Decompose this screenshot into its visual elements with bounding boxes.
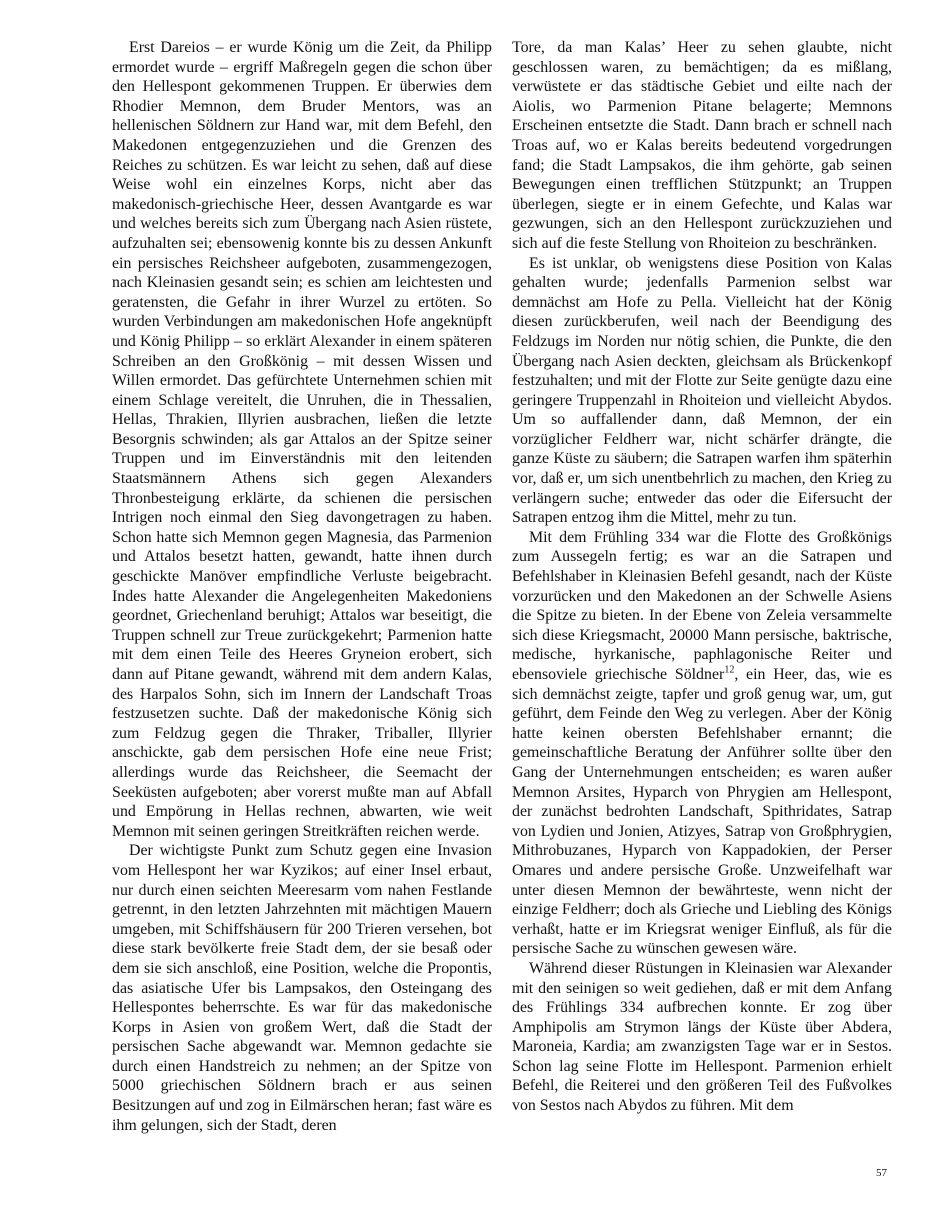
paragraph-alexander: Während dieser Rüstungen in Kleinasien war Alexander mit den seinigen so weit gediehen, daß er mit dem Anfang des Frühlings 334 aufbrechen konnte. Er zog über Amphipolis am Strymon längs der Küste über Abdera, Maroneia, Kardia; am zwanzigsten Tage war er in Sestos. Schon lag seine Flotte im Hellespont. Parmenion erhielt Befehl, die Reiterei und den größeren Teil des Fußvolkes von Sestos nach Abydos zu führen. Mit dem [512,959,892,1115]
paragraph-continuation: Tore, da man Kalas’ Heer zu sehen glaubte, nicht geschlossen waren, zu bemächtigen; da es mißlang, verwüstete er das städtische Gebiet und eilte nach der Aiolis, wo Parmenion Pitane belagerte; Memnons Erscheinen entsetzte die Stadt. Dann brach er schnell nach Troas auf, wo er Kalas bereits bedeutend vorgedrungen fand; die Stadt Lampsakos, die ihm gehörte, gab seinen Bewegungen einen trefflichen Stützpunkt; an Truppen überlegen, siegte er in einem Gefechte, und Kalas war gezwungen, sich an den Hellespont zurückzuziehen und sich auf die feste Stellung von Rhoiteion zu beschränken. [512,39,892,252]
page-number: 57 [876,1167,887,1179]
paragraph-fruehling [512,528,892,959]
paragraph-dareios: Erst Dareios – er wurde König um die Zeit, da Philipp ermordet wurde – ergriff Maßregeln gegen die schon über den Hellespont gekommenen Truppen. Er überwies dem Rhodier Memnon, dem Bruder Mentors, was an hellenischen Söldnern zur Hand war, mit dem Befehl, den Makedonen entgegenzuziehen und die Grenzen des Reiches zu schützen. Es war leicht zu sehen, daß auf diese Weise wohl ein einzelnes Korps, nicht aber das makedonisch-griechische Heer, dessen Avantgarde es war und welches bereits sich zum Übergang nach Asien rüstete, aufzuhalten sei; ebensowenig konnte bis zu dessen Ankunft ein persisches Reichsheer aufgeboten, zusammengezogen, nach Kleinasien gesandt sein; es schien am leichtesten und geratensten, die Gefahr in ihrer Wurzel zu ertöten. So wurden Verbindungen am makedonischen Hofe angeknüpft und König Philipp – so erklärt Alexander in einem späteren Schreiben an den Großkönig – mit dessen Wissen und Willen ermordet. Das gefürchtete Unternehmen schien mit einem Schlage vereitelt, die Unruhen, die in Thessalien, Hellas, Thrakien, Illyrien ausbrachen, ließen die letzte Besorgnis schwinden; als gar Attalos an der Spitze seiner Truppen und im Einverständnis mit den leitenden Staatsmännern Athens sich gegen Alexanders Thronbesteigung erklärte, da schienen die persischen Intrigen noch einmal den Sieg davongetragen zu haben. Schon hatte sich Memnon gegen Magnesia, das Parmenion und Attalos besetzt hatten, gewandt, hatte ihnen durch geschickte Manöver empfindliche Verluste beigebracht. Indes hatte Alexander die Angelegenheiten Makedoniens geordnet, Griechenland beruhigt; Attalos war beseitigt, die Truppen schnell zur Treue zurückgekehrt; Parmenion hatte mit dem einen Teile des Heeres Gryneion erobert, sich dann auf Pitane gewandt, während mit dem andern Kalas, des Harpalos Sohn, sich im Innern der Landschaft Troas festzusetzen suchte. Daß der makedonische König sich zum Feldzug gegen die Thraker, Triballer, Illyrier anschickte, gab dem persischen Hofe eine neue Frist; allerdings wurde das Reichsheer, die Seemacht der Seeküsten aufgeboten; aber vorerst mußte man auf Abfall und Empörung in Hellas rechnen, abwarten, wie weit Memnon mit seinen geringen Streitkräften reichen werde. [112,39,492,840]
paragraph-kyzikos: Der wichtigste Punkt zum Schutz gegen eine Invasion vom Hellespont her war Kyzikos; auf einer Insel erbaut, nur durch einen seichten Meeresarm vom nahen Festlande getrennt, in den letzten Jahrzehnten mit mächtigen Mauern umgeben, mit Schiffshäusern für 200 Trieren versehen, bot diese stark bevölkerte freie Stadt dem, der sie besaß oder dem sie sich anschloß, eine Position, welche die Propontis, das asiatische Ufer bis Lampsakos, den Osteingang des Hellespontes beherrschte. Es war für das makedonische Korps in Asien von großem Wert, daß die Stadt der persischen Sache abgewandt war. Memnon gedachte sie durch einen Handstreich zu nehmen; an der Spitze von 5000 griechischen Söldnern brach er aus seinen Besitzungen auf und zog in Eilmärschen heran; fast wäre es ihm gelungen, sich der Stadt, deren [112,842,492,1134]
paragraph-kalas: Es ist unklar, ob wenigstens diese Position von Kalas gehalten wurde; jedenfalls Parmenion selbst war demnächst am Hofe zu Pella. Vielleicht hat der König diesen zurückberufen, weil nach der Beendigung des Feldzugs im Norden nur nötig schien, die Punkte, die den Übergang nach Asien deckten, gleichsam als Brückenkopf festzuhalten; und mit der Flotte zur Seite genügte dazu eine geringere Truppenzahl in Rhoiteion und vielleicht Abydos. Um so auffallender dann, daß Memnon, der ein vorzüglicher Feldherr war, nicht schärfer drängte, die ganze Küste zu säubern; die Satrapen warfen ihm späterhin vor, daß er, um sich unentbehrlich zu machen, den Krieg zu verlängern suche; entweder das oder die Eifersucht der Satrapen entzog ihm die Mittel, mehr zu tun. [512,254,892,527]
right-column [512,38,892,1116]
paragraph-fruehling-text-a: Mit dem Frühling 334 war die Flotte des Großkönigs zum Aussegeln fertig; es war an die Satrapen und Befehlshaber in Kleinasien Befehl gesandt, nach der Küste vorzurücken und den Makedonen an der Schwelle Asiens die Spitze zu bieten. In der Ebene von Zeleia versammelte sich diese Kriegsmacht, 20000 Mann persische, baktrische, medische, hyrkanische, paphlagonische Reiter und ebensoviele griechische Söldner [512,528,892,683]
left-column [112,38,492,1135]
paragraph-fruehling-text-b: , ein Heer, das, wie es sich demnächst zeigte, tapfer und groß genug war, um, gut geführt, dem Feinde den Weg zu verlegen. Aber der König hatte keinen obersten Befehlshaber ernannt; die gemeinschaftliche Beratung der Anführer sollte über den Gang der Unternehmungen entscheiden; es waren außer Memnon Arsites, Hyparch von Phrygien am Hellespont, der zunächst bedrohten Landschaft, Spithridates, Satrap von Lydien und Jonien, Atizyes, Satrap von Großphrygien, Mithrobuzanes, Hyparch von Kappadokien, der Perser Omares und andere persische Große. Unzweifelhaft war unter diesen Memnon der bewährteste, wenn nicht der einzige Feldherr; doch als Grieche und Liebling des Königs verhaßt, hatte er im Kriegsrat weniger Einfluß, als für die persische Sache zu wünschen gewesen wäre. [512,666,893,958]
footnote-reference[interactable]: 12 [724,664,735,676]
